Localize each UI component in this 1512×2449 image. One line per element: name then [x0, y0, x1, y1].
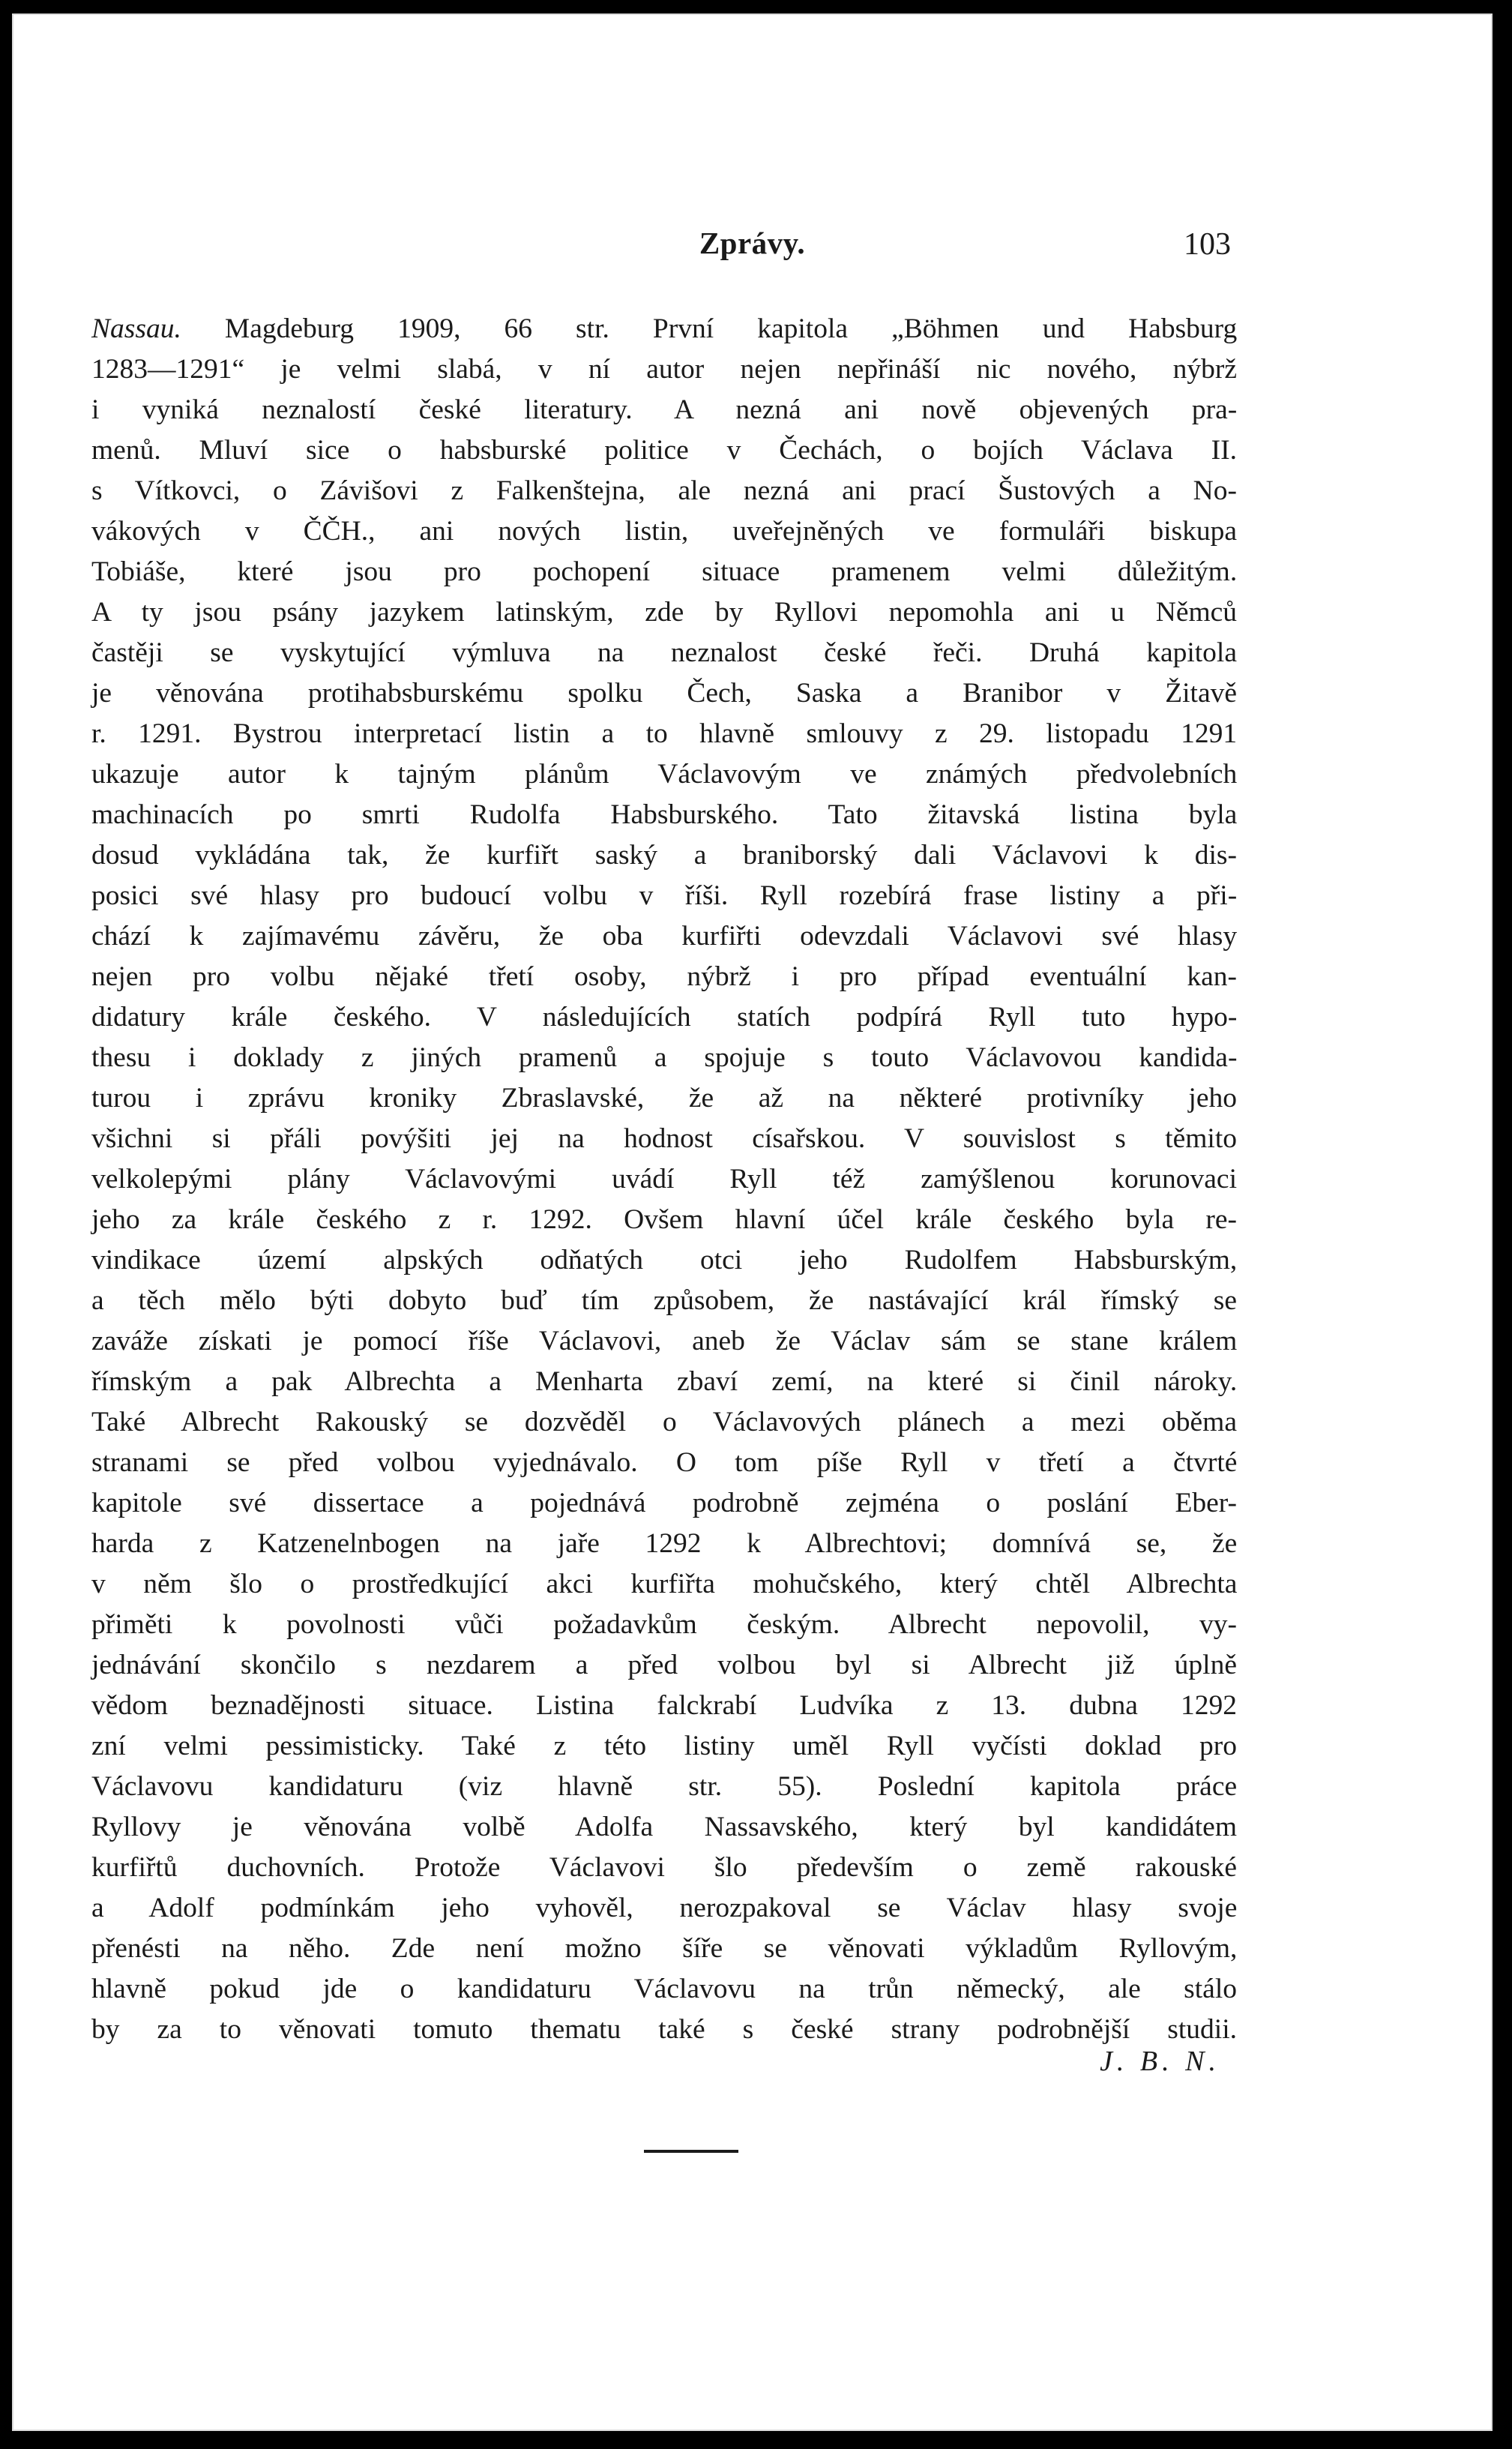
text-line: i vyniká neznalostí české literatury. A nezná ani nově objevených pra- — [91, 394, 1238, 425]
text-line: římským a pak Albrechta a Menharta zbaví zemí, na které si činil nároky. — [91, 1366, 1238, 1397]
text-line: všichni si přáli povýšiti jej na hodnost císařskou. V souvislost s těmito — [91, 1123, 1237, 1154]
text-line: hlavně pokud jde o kandidaturu Václavovu na trůn německý, ale stálo — [91, 1974, 1237, 2004]
text-line: v něm šlo o prostředkující akci kurfiřta mohučského, který chtěl Albrechta — [91, 1569, 1238, 1599]
text-line: přenésti na něho. Zde není možno šíře se věnovati výkladům Ryllovým, — [91, 1933, 1238, 1964]
text-line: 1283—1291“ je velmi slabá, v ní autor nejen nepřináší nic nového, nýbrž — [91, 354, 1237, 385]
text-line: ukazuje autor k tajným plánům Václavovým ve známých předvolebních — [91, 759, 1238, 790]
page-number: 103 — [1184, 227, 1231, 262]
lead-italic: Nassau. — [91, 313, 181, 344]
text-line: stranami se před volbou vyjednávalo. O tom píše Ryll v třetí a čtvrté — [91, 1447, 1238, 1478]
text-line: zní velmi pessimisticky. Také z této listiny uměl Ryll vyčísti doklad pro — [91, 1731, 1237, 1761]
text-line: s Vítkovci, o Závišovi z Falkenštejna, ale nezná ani prací Šustových a No- — [91, 475, 1237, 506]
text-line: thesu i doklady z jiných pramenů a spojuje s touto Václavovou kandida- — [91, 1042, 1238, 1073]
text-line: častěji se vyskytující výmluva na neznalost české řeči. Druhá kapitola — [91, 637, 1237, 668]
text-line: dosud vykládána tak, že kurfiřt saský a braniborský dali Václavovi k dis- — [91, 840, 1237, 871]
text-line: Václavovu kandidaturu (viz hlavně str. 55). Poslední kapitola práce — [91, 1771, 1238, 1802]
running-header — [12, 225, 1493, 270]
text-line: machinacích po smrti Rudolfa Habsburského. Tato žitavská listina byla — [91, 799, 1238, 830]
text-line: A ty jsou psány jazykem latinským, zde by Ryllovi nepomohla ani u Němců — [91, 597, 1238, 628]
text-line: a těch mělo býti dobyto buď tím způsobem, že nastávající král římský se — [91, 1285, 1237, 1316]
text-line: menů. Mluví sice o habsburské politice v Čechách, o bojích Václava II. — [91, 435, 1237, 466]
author-signature: J. B. N. — [1100, 2046, 1220, 2077]
text-line: jeho za krále českého z r. 1292. Ovšem hlavní účel krále českého byla re- — [91, 1204, 1237, 1235]
text-line: posici své hlasy pro budoucí volbu v říši. Ryll rozebírá frase listiny a při- — [91, 880, 1238, 911]
text-line: harda z Katzenelnbogen na jaře 1292 k Albrechtovi; domnívá se, že — [91, 1528, 1238, 1559]
text-line: velkolepými plány Václavovými uvádí Ryll též zamýšlenou korunovaci — [91, 1164, 1237, 1195]
text-line: kurfiřtů duchovních. Protože Václavovi šlo především o země rakouské — [91, 1852, 1238, 1883]
end-rule-divider — [644, 2150, 738, 2153]
text-line: by za to věnovati tomuto thematu také s české strany podrobnější studii. — [91, 2014, 1238, 2045]
document-page — [12, 13, 1493, 2431]
text-line: Také Albrecht Rakouský se dozvěděl o Václavových plánech a mezi oběma — [91, 1407, 1237, 1437]
text-line: Nassau. Magdeburg 1909, 66 str. První kapitola „Böhmen und Habsburg — [91, 313, 1238, 344]
text-line: r. 1291. Bystrou interpretací listin a to hlavně smlouvy z 29. listopadu 1291 — [91, 718, 1238, 749]
section-title: Zprávy. — [699, 226, 806, 260]
text-line: turou i zprávu kroniky Zbraslavské, že až na některé protivníky jeho — [91, 1083, 1237, 1114]
text-line: zaváže získati je pomocí říše Václavovi, aneb že Václav sám se stane králem — [91, 1326, 1238, 1356]
text-line: chází k zajímavému závěru, že oba kurfiřti odevzdali Václavovi své hlasy — [91, 921, 1238, 952]
text-line: vědom beznadějnosti situace. Listina falckrabí Ludvíka z 13. dubna 1292 — [91, 1690, 1237, 1721]
text-line: a Adolf podmínkám jeho vyhověl, nerozpakoval se Václav hlasy svoje — [91, 1893, 1238, 1923]
text-line: přiměti k povolnosti vůči požadavkům českým. Albrecht nepovolil, vy- — [91, 1609, 1237, 1640]
text-line: Tobiáše, které jsou pro pochopení situace pramenem velmi důležitým. — [91, 556, 1238, 587]
text-line: je věnována protihabsburskému spolku Čech, Saska a Branibor v Žitavě — [91, 678, 1237, 709]
text-line: kapitole své dissertace a pojednává podrobně zejména o poslání Eber- — [91, 1488, 1237, 1518]
text-line: didatury krále českého. V následujících statích podpírá Ryll tuto hypo- — [91, 1002, 1238, 1033]
text-line: nejen pro volbu nějaké třetí osoby, nýbrž i pro případ eventuální kan- — [91, 961, 1237, 992]
review-body — [91, 309, 1237, 2050]
text-line: vindikace území alpských odňatých otci jeho Rudolfem Habsburským, — [91, 1245, 1238, 1275]
text-line: jednávání skončilo s nezdarem a před volbou byl si Albrecht již úplně — [91, 1650, 1237, 1680]
text-line: vákových v ČČH., ani nových listin, uveřejněných ve formuláři biskupa — [91, 516, 1238, 547]
text-line: Ryllovy je věnována volbě Adolfa Nassavského, který byl kandidátem — [91, 1812, 1237, 1842]
